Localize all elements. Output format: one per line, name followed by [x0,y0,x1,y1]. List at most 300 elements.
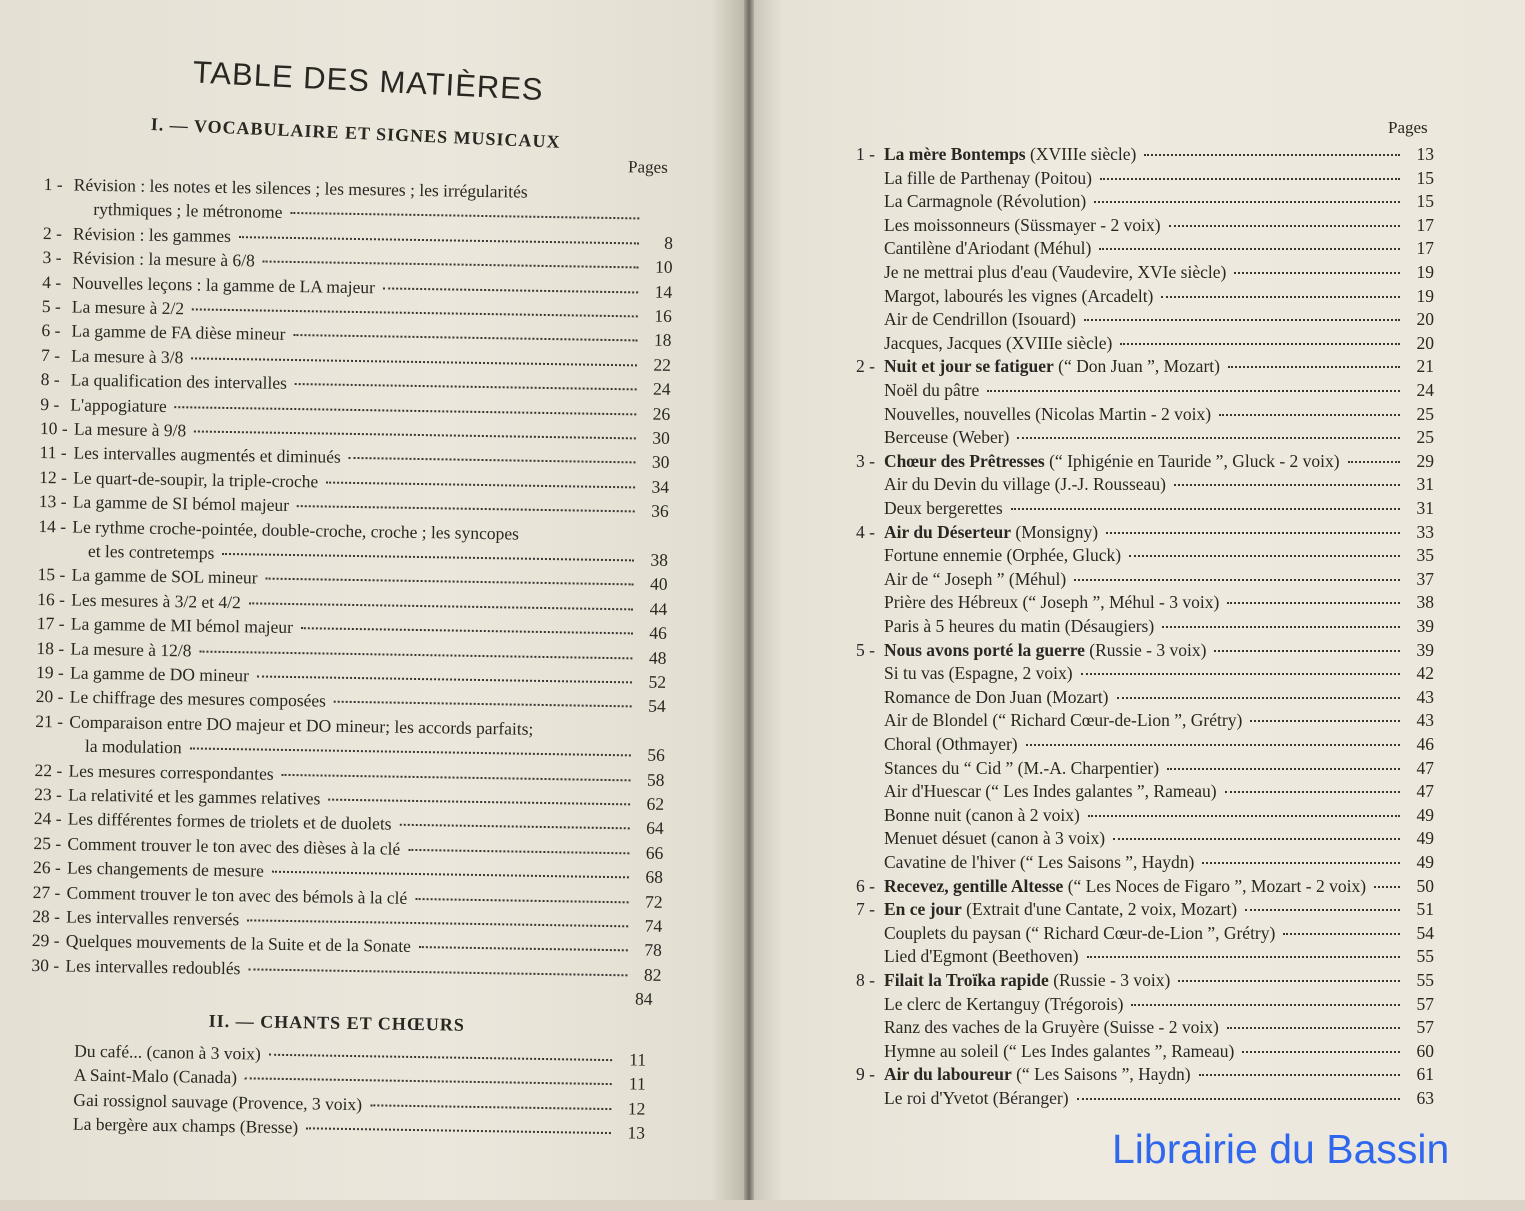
entry-title: La mesure à 2/2 [72,295,185,321]
entry-page: 61 [1408,1063,1434,1087]
entry-page: 42 [1408,662,1434,686]
song-entry [856,261,1434,285]
entry-page: 11 [620,1047,646,1071]
entry-title [884,544,1121,568]
song-entry [856,615,1434,639]
entry-page: 49 [1408,851,1434,875]
dot-leader [408,849,629,854]
entry-title: Les mesures à 3/2 et 4/2 [71,587,241,614]
entry-page: 54 [1408,922,1434,946]
entry-title [884,639,1206,663]
dot-leader [175,406,637,415]
entry-title-rest: (Russie - 3 voix) [1085,640,1207,660]
song-entry [856,403,1434,427]
song-entry [856,143,1434,167]
entry-page: 74 [636,913,662,937]
dot-leader [419,946,628,951]
entry-page: 13 [619,1120,645,1144]
entry-page: 57 [1408,993,1434,1017]
dot-leader [987,390,1400,392]
song-entry [856,450,1434,474]
entry-number: 9 - [40,392,70,416]
entry-title: La mesure à 9/8 [74,417,187,443]
dot-leader [190,748,631,757]
entry-title [884,1040,1234,1064]
dot-leader [1162,626,1400,628]
entry-number: 24 - [34,806,68,831]
entry-title [884,450,1340,474]
entry-page: 12 [619,1096,645,1120]
entry-title: Révision : la mesure à 6/8 [72,246,255,273]
entry-title: La mesure à 3/8 [71,343,184,369]
entry-number: 3 - [42,245,72,269]
entry-title [884,261,1226,285]
entry-title-rest: Si tu vas (Espagne, 2 voix) [884,663,1073,683]
dot-leader [249,602,633,610]
entry-title-rest: (“ Les Noces de Figaro ”, Mozart - 2 voix) [1063,876,1366,896]
entry-number: 5 - [856,639,884,663]
song-entry [856,355,1434,379]
watermark: Librairie du Bassin [1112,1126,1449,1172]
entry-title [884,615,1154,639]
entry-page: 10 [646,255,672,279]
song-entry [856,1063,1434,1087]
entry-title [884,851,1194,875]
dot-leader [297,505,635,512]
entry-title-rest: Lied d'Egmont (Beethoven) [884,946,1079,966]
entry-title-bold: Chœur des Prêtresses [884,451,1045,471]
entry-title [884,190,1086,214]
entry-number: 3 - [856,450,884,474]
entry-title [884,1016,1219,1040]
entry-title-rest: Le clerc de Kertanguy (Trégorois) [884,994,1123,1014]
entry-title-rest: La Carmagnole (Révolution) [884,191,1086,211]
dot-leader [1214,650,1400,652]
entry-title [884,426,1009,450]
entry-page: 14 [646,279,672,303]
entry-title: Le quart-de-soupir, la triple-croche [73,465,319,493]
entry-title-bold: Nuit et jour se fatiguer [884,356,1054,376]
entry-page: 24 [1408,379,1434,403]
entry-title-rest: Cantilène d'Ariodant (Méhul) [884,238,1091,258]
entry-page: 72 [636,889,662,913]
entry-number: 1 - [856,143,884,167]
dot-leader [1245,909,1400,911]
entry-title: La gamme de FA dièse mineur [71,319,285,346]
entry-page: 43 [1408,686,1434,710]
dot-leader [383,287,638,293]
dot-leader [1242,1051,1400,1053]
entry-page: 49 [1408,804,1434,828]
entry-page: 63 [1408,1087,1434,1111]
song-entry [856,237,1434,261]
dot-leader [247,919,628,927]
entry-number: 30 - [31,953,65,978]
entry-title-rest: Air d'Huescar (“ Les Indes galantes ”, Rameau) [884,781,1217,801]
entry-title-bold: Recevez, gentille Altesse [884,876,1063,896]
song-entry [856,757,1434,781]
entry-title: Comment trouver le ton avec des bémols à la clé [66,880,407,909]
entry-title-line2: et les contretemps [88,539,215,565]
entry-title-rest: Air de Blondel (“ Richard Cœur-de-Lion ”, Grétry) [884,710,1242,730]
entry-number: 25 - [33,831,67,856]
entry-title-rest: Fortune ennemie (Orphée, Gluck) [884,545,1121,565]
entry-title-rest: Les moissonneurs (Süssmayer - 2 voix) [884,215,1161,235]
entry-title [884,379,979,403]
entry-page: 54 [639,694,665,718]
entry-title-rest: Menuet désuet (canon à 3 voix) [884,828,1105,848]
entry-page: 47 [1408,757,1434,781]
entry-page: 57 [1408,1016,1434,1040]
entry-title [884,591,1219,615]
dot-leader [290,212,639,219]
dot-leader [1094,201,1400,203]
dot-leader [245,1078,612,1086]
dot-leader [326,481,635,488]
entry-number: 10 - [40,416,74,441]
entry-title-rest: Romance de Don Juan (Mozart) [884,687,1109,707]
entry-page: 55 [1408,945,1434,969]
entry-page: 22 [645,352,671,376]
entry-page: 50 [1408,875,1434,899]
dot-leader [1074,579,1400,581]
entry-page: 18 [645,328,671,352]
entry-title [884,237,1091,261]
entry-number: 28 - [32,904,66,929]
entry-number: 29 - [32,928,66,953]
dot-leader [1081,673,1400,675]
entry-number: 7 - [856,898,884,922]
entry-title [884,521,1098,545]
entry-page: 11 [620,1072,646,1096]
entry-title-rest: Cavatine de l'hiver (“ Les Saisons ”, Haydn) [884,852,1194,872]
entry-title [884,757,1159,781]
entry-title [884,993,1123,1017]
entry-page: 66 [637,840,663,864]
entry-title-line1: Le rythme croche-pointée, double-croche, croche ; les syncopes [72,514,519,545]
dot-leader [282,773,631,780]
entry-number: 1 - [44,172,74,196]
song-entry [856,733,1434,757]
entry-number: 12 - [39,465,73,490]
dot-leader [239,236,639,244]
entry-title: Quelques mouvements de la Suite et de la Sonate [66,929,411,958]
entry-page: 56 [639,743,665,767]
entry-title-rest: Air du Devin du village (J.-J. Rousseau) [884,474,1166,494]
entry-title [884,804,1080,828]
section-heading-chants: II. — CHANTS ET CHŒURS [208,1011,465,1036]
entry-page: 26 [644,401,670,425]
song-entry [856,285,1434,309]
song-entry [856,544,1434,568]
entry-page: 60 [1408,1040,1434,1064]
dot-leader [1129,555,1400,557]
dot-leader [1283,933,1400,935]
song-entry [856,568,1434,592]
entry-title: L'appogiature [70,392,167,418]
dot-leader [1011,508,1400,510]
entry-page: 21 [1408,355,1434,379]
song-entry [856,214,1434,238]
entry-number: 2 - [43,221,73,245]
entry-page: 13 [1408,143,1434,167]
entry-number: 7 - [41,343,71,367]
entry-title: La gamme de SI bémol majeur [73,490,290,517]
entry-number: 26 - [33,855,67,880]
dot-leader [263,261,639,269]
entry-page: 16 [646,304,672,328]
dot-leader [295,383,637,390]
dot-leader [301,627,633,634]
entry-title: La mesure à 12/8 [70,636,191,662]
entry-title-rest: (“ Les Saisons ”, Haydn) [1012,1064,1191,1084]
dot-leader [266,578,634,586]
dot-leader [1250,720,1400,722]
entry-title: La qualification des intervalles [71,368,288,395]
entry-number: 9 - [856,1063,884,1087]
entry-page: 15 [1408,190,1434,214]
entry-page: 43 [1408,709,1434,733]
song-entry [856,969,1434,993]
dot-leader [1228,366,1400,368]
song-entry [856,332,1434,356]
page-title: TABLE DES MATIÈRES [192,54,544,108]
entry-title-rest: (XVIIIe siècle) [1026,144,1137,164]
entry-title: Révision : les gammes [73,221,231,247]
entry-page: 55 [1408,969,1434,993]
entry-number: 13 - [39,489,73,514]
entry-number: 6 - [856,875,884,899]
dot-leader [192,308,638,317]
song-entry [856,827,1434,851]
entry-title-rest: Nouvelles, nouvelles (Nicolas Martin - 2 voix) [884,404,1211,424]
pages-label-right: Pages [1388,118,1428,138]
entry-title [884,332,1112,356]
song-entry [856,639,1434,663]
entry-page: 35 [1408,544,1434,568]
entry-title-bold: Filait la Troïka rapide [884,970,1049,990]
entry-title [884,827,1105,851]
entry-title-rest: Jacques, Jacques (XVIIIe siècle) [884,333,1112,353]
dot-leader [370,1104,611,1110]
dot-leader [199,650,632,659]
dot-leader [257,675,632,683]
entry-page: 17 [1408,214,1434,238]
dot-leader [400,824,630,830]
entry-title: Les intervalles redoublés [65,953,240,980]
entry-page: 34 [643,474,669,498]
entry-title: La gamme de SOL mineur [71,563,257,590]
entry-page: 47 [1408,780,1434,804]
entry-page: 39 [1408,639,1434,663]
entry-page: 82 [635,962,661,986]
left-page-content [0,0,751,1211]
entry-title-rest: Prière des Hébreux (“ Joseph ”, Méhul - 3 voix) [884,592,1219,612]
entry-page: 8 [647,230,673,254]
entry-title-rest: Deux bergerettes [884,498,1003,518]
song-entry [856,1040,1434,1064]
entry-title: Le chiffrage des mesures composées [70,685,327,713]
entry-title-rest: (Russie - 3 voix) [1049,970,1171,990]
dot-leader [222,553,634,561]
entry-page: 37 [1408,568,1434,592]
entry-title: Les intervalles renversés [66,905,239,932]
entry-page: 38 [1408,591,1434,615]
song-entry [856,945,1434,969]
song-entry [856,426,1434,450]
dot-leader [1199,1074,1400,1076]
dot-leader [1348,461,1400,463]
song-entry [856,922,1434,946]
entry-title-line1: Comparaison entre DO majeur et DO mineur; les accords parfaits; [69,709,533,740]
song-entry [856,308,1434,332]
entry-title [884,709,1242,733]
entry-title: Nouvelles leçons : la gamme de LA majeur [72,270,375,299]
dot-leader [1106,532,1400,534]
entry-title [884,568,1066,592]
dot-leader [1026,744,1400,746]
song-entry [856,167,1434,191]
entry-title: La bergère aux champs (Bresse) [73,1112,298,1140]
entry-number: 8 - [856,969,884,993]
dot-leader [1017,437,1400,439]
song-entry [856,190,1434,214]
entry-page: 25 [1408,426,1434,450]
dot-leader [1088,815,1400,817]
entry-title: La gamme de MI bémol majeur [71,612,293,639]
entry-page: 24 [644,377,670,401]
entry-page: 68 [637,865,663,889]
entry-number: 23 - [34,782,68,807]
trailing-page-number: 84 [635,987,653,1011]
entry-page: 39 [1408,615,1434,639]
entry-title: Les changements de mesure [67,856,264,883]
entry-title [884,285,1153,309]
song-entry [856,780,1434,804]
entry-page: 31 [1408,497,1434,521]
entry-title-rest: Bonne nuit (canon à 2 voix) [884,805,1080,825]
entry-number: 20 - [36,684,70,709]
entry-title-rest: Air de Cendrillon (Isouard) [884,309,1076,329]
entry-page: 62 [638,791,664,815]
dot-leader [1077,1098,1400,1100]
dot-leader [1225,791,1400,793]
entry-title [884,662,1073,686]
entry-title-rest: (Extrait d'une Cantate, 2 voix, Mozart) [962,899,1237,919]
entry-number: 4 - [42,270,72,294]
entry-title [884,497,1003,521]
entry-title: Les intervalles augmentés et diminués [73,441,341,469]
dot-leader [194,430,636,439]
entry-number: 22 - [34,758,68,783]
entry-page: 30 [644,426,670,450]
entry-page: 64 [638,816,664,840]
entry-title-rest: Couplets du paysan (“ Richard Cœur-de-Lion ”, Grétry) [884,923,1275,943]
entry-title-rest: (“ Iphigénie en Tauride ”, Gluck - 2 voix) [1045,451,1340,471]
entry-title: Gai rossignol sauvage (Provence, 3 voix) [73,1087,362,1116]
dot-leader [1131,1004,1400,1006]
entry-page: 25 [1408,403,1434,427]
entry-title-rest: Berceuse (Weber) [884,427,1009,447]
section-heading-vocabulaire: I. — VOCABULAIRE ET SIGNES MUSICAUX [150,114,561,153]
entry-page: 44 [641,596,667,620]
song-entry [856,993,1434,1017]
entry-number: 14 - [38,514,72,539]
dot-leader [269,1054,612,1061]
entry-page: 46 [1408,733,1434,757]
dot-leader [1234,272,1400,274]
song-entry [856,497,1434,521]
dot-leader [1117,697,1400,699]
dot-leader [1169,225,1400,227]
entry-title-rest: Stances du “ Cid ” (M.-A. Charpentier) [884,758,1159,778]
entry-title [884,355,1220,379]
entry-number: 5 - [42,294,72,318]
song-entry [856,521,1434,545]
entry-number: 19 - [36,660,70,685]
entry-title: Les mesures correspondantes [68,758,273,785]
entry-number: 4 - [856,521,884,545]
entry-page: 36 [643,499,669,523]
entry-title-bold: Air du laboureur [884,1064,1012,1084]
song-entry [856,686,1434,710]
entry-page: 31 [1408,473,1434,497]
entry-number: 21 - [35,709,69,734]
dot-leader [248,968,627,976]
dot-leader [1219,414,1400,416]
entry-title-rest: Hymne au soleil (“ Les Indes galantes ”, Rameau) [884,1041,1234,1061]
song-entry [856,875,1434,899]
entry-title [884,969,1170,993]
entry-title: Comment trouver le ton avec des dièses à la clé [67,831,400,860]
entry-title-bold: En ce jour [884,899,962,919]
entry-title [884,733,1018,757]
entry-number: 6 - [41,318,71,342]
dot-leader [1174,484,1400,486]
dot-leader [1227,602,1400,604]
entry-title [884,780,1217,804]
dot-leader [328,799,630,806]
dot-leader [1374,886,1400,888]
song-entry [856,1016,1434,1040]
entry-title-bold: La mère Bontemps [884,144,1026,164]
entry-title [884,167,1092,191]
entry-title-rest: Je ne mettrai plus d'eau (Vaudevire, XVIe siècle) [884,262,1226,282]
entry-number: 8 - [41,367,71,391]
entry-number: 11 - [39,440,73,465]
entry-number: 17 - [37,611,71,636]
dot-leader [349,457,636,464]
entry-page: 40 [641,572,667,596]
entry-title [884,473,1166,497]
entry-number: 27 - [32,880,66,905]
entry-number: 18 - [36,636,70,661]
entry-title-rest: (“ Don Juan ”, Mozart) [1054,356,1220,376]
song-entry [856,591,1434,615]
dot-leader [306,1127,611,1134]
entry-title [884,922,1275,946]
entry-title-rest: Paris à 5 heures du matin (Désaugiers) [884,616,1154,636]
entry-title-bold: Air du Déserteur [884,522,1011,542]
entry-title: A Saint-Malo (Canada) [74,1063,238,1090]
dot-leader [415,898,628,903]
entry-title-rest: La fille de Parthenay (Poitou) [884,168,1092,188]
dot-leader [1167,768,1400,770]
entry-page: 52 [640,669,666,693]
song-entry [856,379,1434,403]
dot-leader [272,871,629,879]
song-entry [856,804,1434,828]
